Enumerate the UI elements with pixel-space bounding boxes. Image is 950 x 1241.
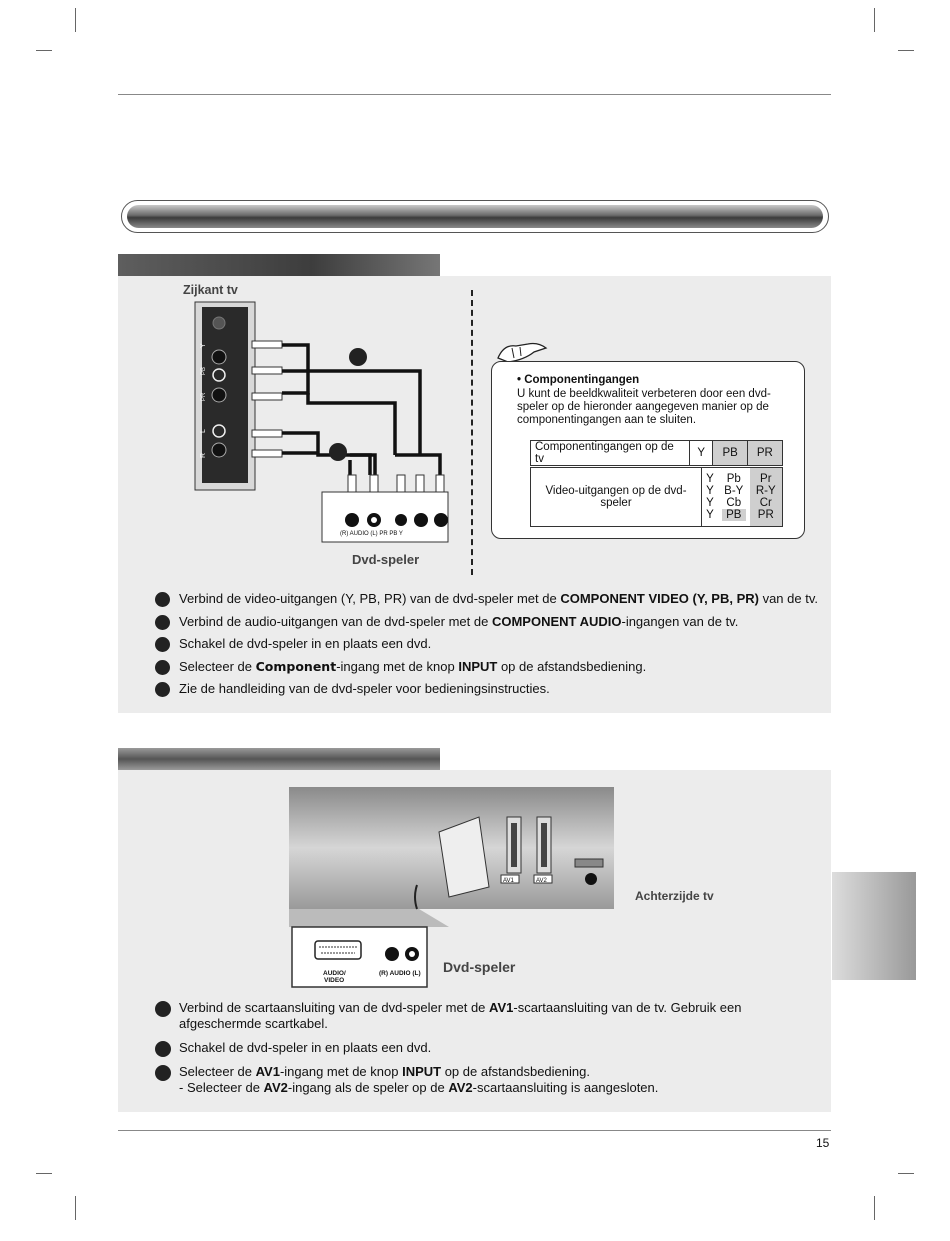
- list-item: [155, 614, 818, 637]
- svg-text:PB: PB: [201, 366, 207, 375]
- av2-label: AV2: [536, 878, 547, 884]
- footer-rule: [118, 1130, 831, 1131]
- step-text: van de tv.: [758, 591, 818, 606]
- component-table-row2: [530, 467, 783, 527]
- step-text: -ingangen van de tv.: [621, 613, 739, 629]
- step-text: Verbind de audio-uitgangen van de dvd-speler met de: [179, 613, 492, 629]
- table-cell: Cb: [726, 497, 742, 509]
- table-cell: Y: [706, 497, 714, 509]
- chapter-title-bar: [121, 200, 829, 233]
- step-bold: Component: [255, 658, 337, 674]
- list-item: [155, 1064, 815, 1096]
- step-text: Zie de handleiding van de dvd-speler voor bedieningsinstructies.: [179, 681, 550, 696]
- step-text: -scartaansluiting is aangesloten.: [472, 1080, 659, 1095]
- svg-text:L: L: [200, 429, 207, 433]
- table-cell: Pb: [726, 473, 741, 485]
- step-bullet-icon: [155, 615, 170, 630]
- list-item: [155, 591, 818, 614]
- section-tab: [118, 254, 440, 276]
- step-bold: COMPONENT AUDIO: [491, 613, 622, 629]
- table-cell: Y: [706, 509, 714, 521]
- list-item: [155, 659, 818, 682]
- step-bullet-icon: [155, 1041, 171, 1057]
- side-tv-label: Zijkant tv: [183, 283, 238, 297]
- page-number: 15: [816, 1136, 830, 1150]
- step-text: Selecteer de: [179, 1064, 256, 1079]
- tip-title: • Componentingangen: [517, 374, 640, 386]
- list-item: [155, 1000, 815, 1032]
- table-cell: B-Y: [724, 485, 744, 497]
- step-bullet-icon: [155, 682, 170, 697]
- av1-label: AV1: [503, 878, 514, 884]
- svg-text:VIDEO: VIDEO: [324, 977, 345, 984]
- table-cell: Componentingangen op de tv: [531, 441, 690, 466]
- crop-mark: [874, 1196, 875, 1220]
- crop-mark: [874, 8, 875, 32]
- step-bullet-icon: [155, 660, 170, 675]
- step-bullet-icon: [155, 637, 170, 652]
- step-text: Verbind de scartaansluiting van de dvd-speler met de: [179, 1000, 490, 1015]
- dvd-player-label: Dvd-speler: [443, 959, 516, 975]
- step-bold: AV1: [255, 1064, 280, 1079]
- step-bullet-icon: [155, 1065, 171, 1081]
- svg-text:(R) AUDIO (L) PR PB Y: (R) AUDIO (L) PR PB Y: [340, 531, 403, 537]
- step-text: -ingang met de knop: [279, 1064, 403, 1079]
- svg-text:(R) AUDIO (L): (R) AUDIO (L): [379, 970, 421, 977]
- header-rule: [118, 94, 831, 95]
- step-text: op de afstandsbediening.: [441, 1064, 590, 1079]
- section2-steps: [155, 1000, 815, 1104]
- table-cell: Y: [706, 473, 714, 485]
- rear-tv-label: Achterzijde tv: [635, 889, 714, 903]
- table-cell: Y: [706, 485, 714, 497]
- dvd-player-label: Dvd-speler: [352, 552, 420, 567]
- step-text: Schakel de dvd-speler in en plaats een dvd.: [179, 1040, 432, 1055]
- table-cell: PR: [757, 509, 774, 521]
- crop-mark: [75, 1196, 76, 1220]
- list-item: [155, 1040, 815, 1056]
- table-cell: R-Y: [755, 485, 776, 497]
- step-text: Verbind de video-uitgangen (Y, PB, PR) van de dvd-speler met de: [179, 591, 561, 606]
- dashed-divider: [471, 290, 473, 575]
- crop-mark: [36, 1173, 52, 1174]
- list-item: [155, 681, 818, 704]
- table-cell: Cr: [759, 497, 772, 509]
- crop-mark: [898, 50, 914, 51]
- section-tab: [118, 748, 440, 770]
- svg-text:PR: PR: [201, 392, 207, 401]
- table-cell: Video-uitgangen op de dvd-speler: [531, 468, 702, 527]
- crop-mark: [75, 8, 76, 32]
- step-bold: AV2: [263, 1080, 288, 1095]
- step-text: Schakel de dvd-speler in en plaats een dvd.: [179, 636, 432, 651]
- table-cell: PB: [722, 509, 746, 521]
- table-cell: PR: [747, 441, 782, 466]
- step-text: -scartaansluiting van de tv. Gebruik een afgeschermde scartkabel.: [179, 1000, 742, 1031]
- step-bullet-icon: [155, 592, 170, 607]
- step-text: - Selecteer de: [179, 1080, 264, 1095]
- svg-text:AUDIO/: AUDIO/: [323, 970, 346, 977]
- step-bold: AV1: [489, 1000, 514, 1015]
- step-text: Selecteer de: [179, 658, 256, 674]
- chapter-side-tab: [832, 872, 916, 980]
- step-bullet-icon: [155, 1001, 171, 1017]
- svg-text:R: R: [200, 452, 207, 458]
- tip-text: U kunt de beeldkwaliteit verbeteren door een dvd-speler op de hieronder aangegeven manier op de componentingangen aan te sluiten.: [517, 388, 771, 426]
- step-bold: AV2: [448, 1080, 473, 1095]
- step-text: -ingang met de knop: [336, 658, 459, 674]
- step-text: -ingang als de speler op de: [287, 1080, 449, 1095]
- section1-steps: [155, 591, 818, 704]
- crop-mark: [36, 50, 52, 51]
- step-bold: INPUT: [458, 658, 498, 674]
- step-text: op de afstandsbediening.: [497, 658, 647, 674]
- list-item: [155, 636, 818, 659]
- table-cell: PB: [713, 441, 747, 466]
- component-table-row1: [530, 440, 783, 466]
- component-connection-diagram: [190, 295, 470, 555]
- step-bold: COMPONENT VIDEO (Y, PB, PR): [560, 591, 759, 606]
- table-cell: Y: [690, 441, 713, 466]
- svg-text:Y: Y: [200, 343, 207, 348]
- crop-mark: [898, 1173, 914, 1174]
- table-cell: Pr: [760, 473, 772, 485]
- step-bold: INPUT: [402, 1064, 442, 1079]
